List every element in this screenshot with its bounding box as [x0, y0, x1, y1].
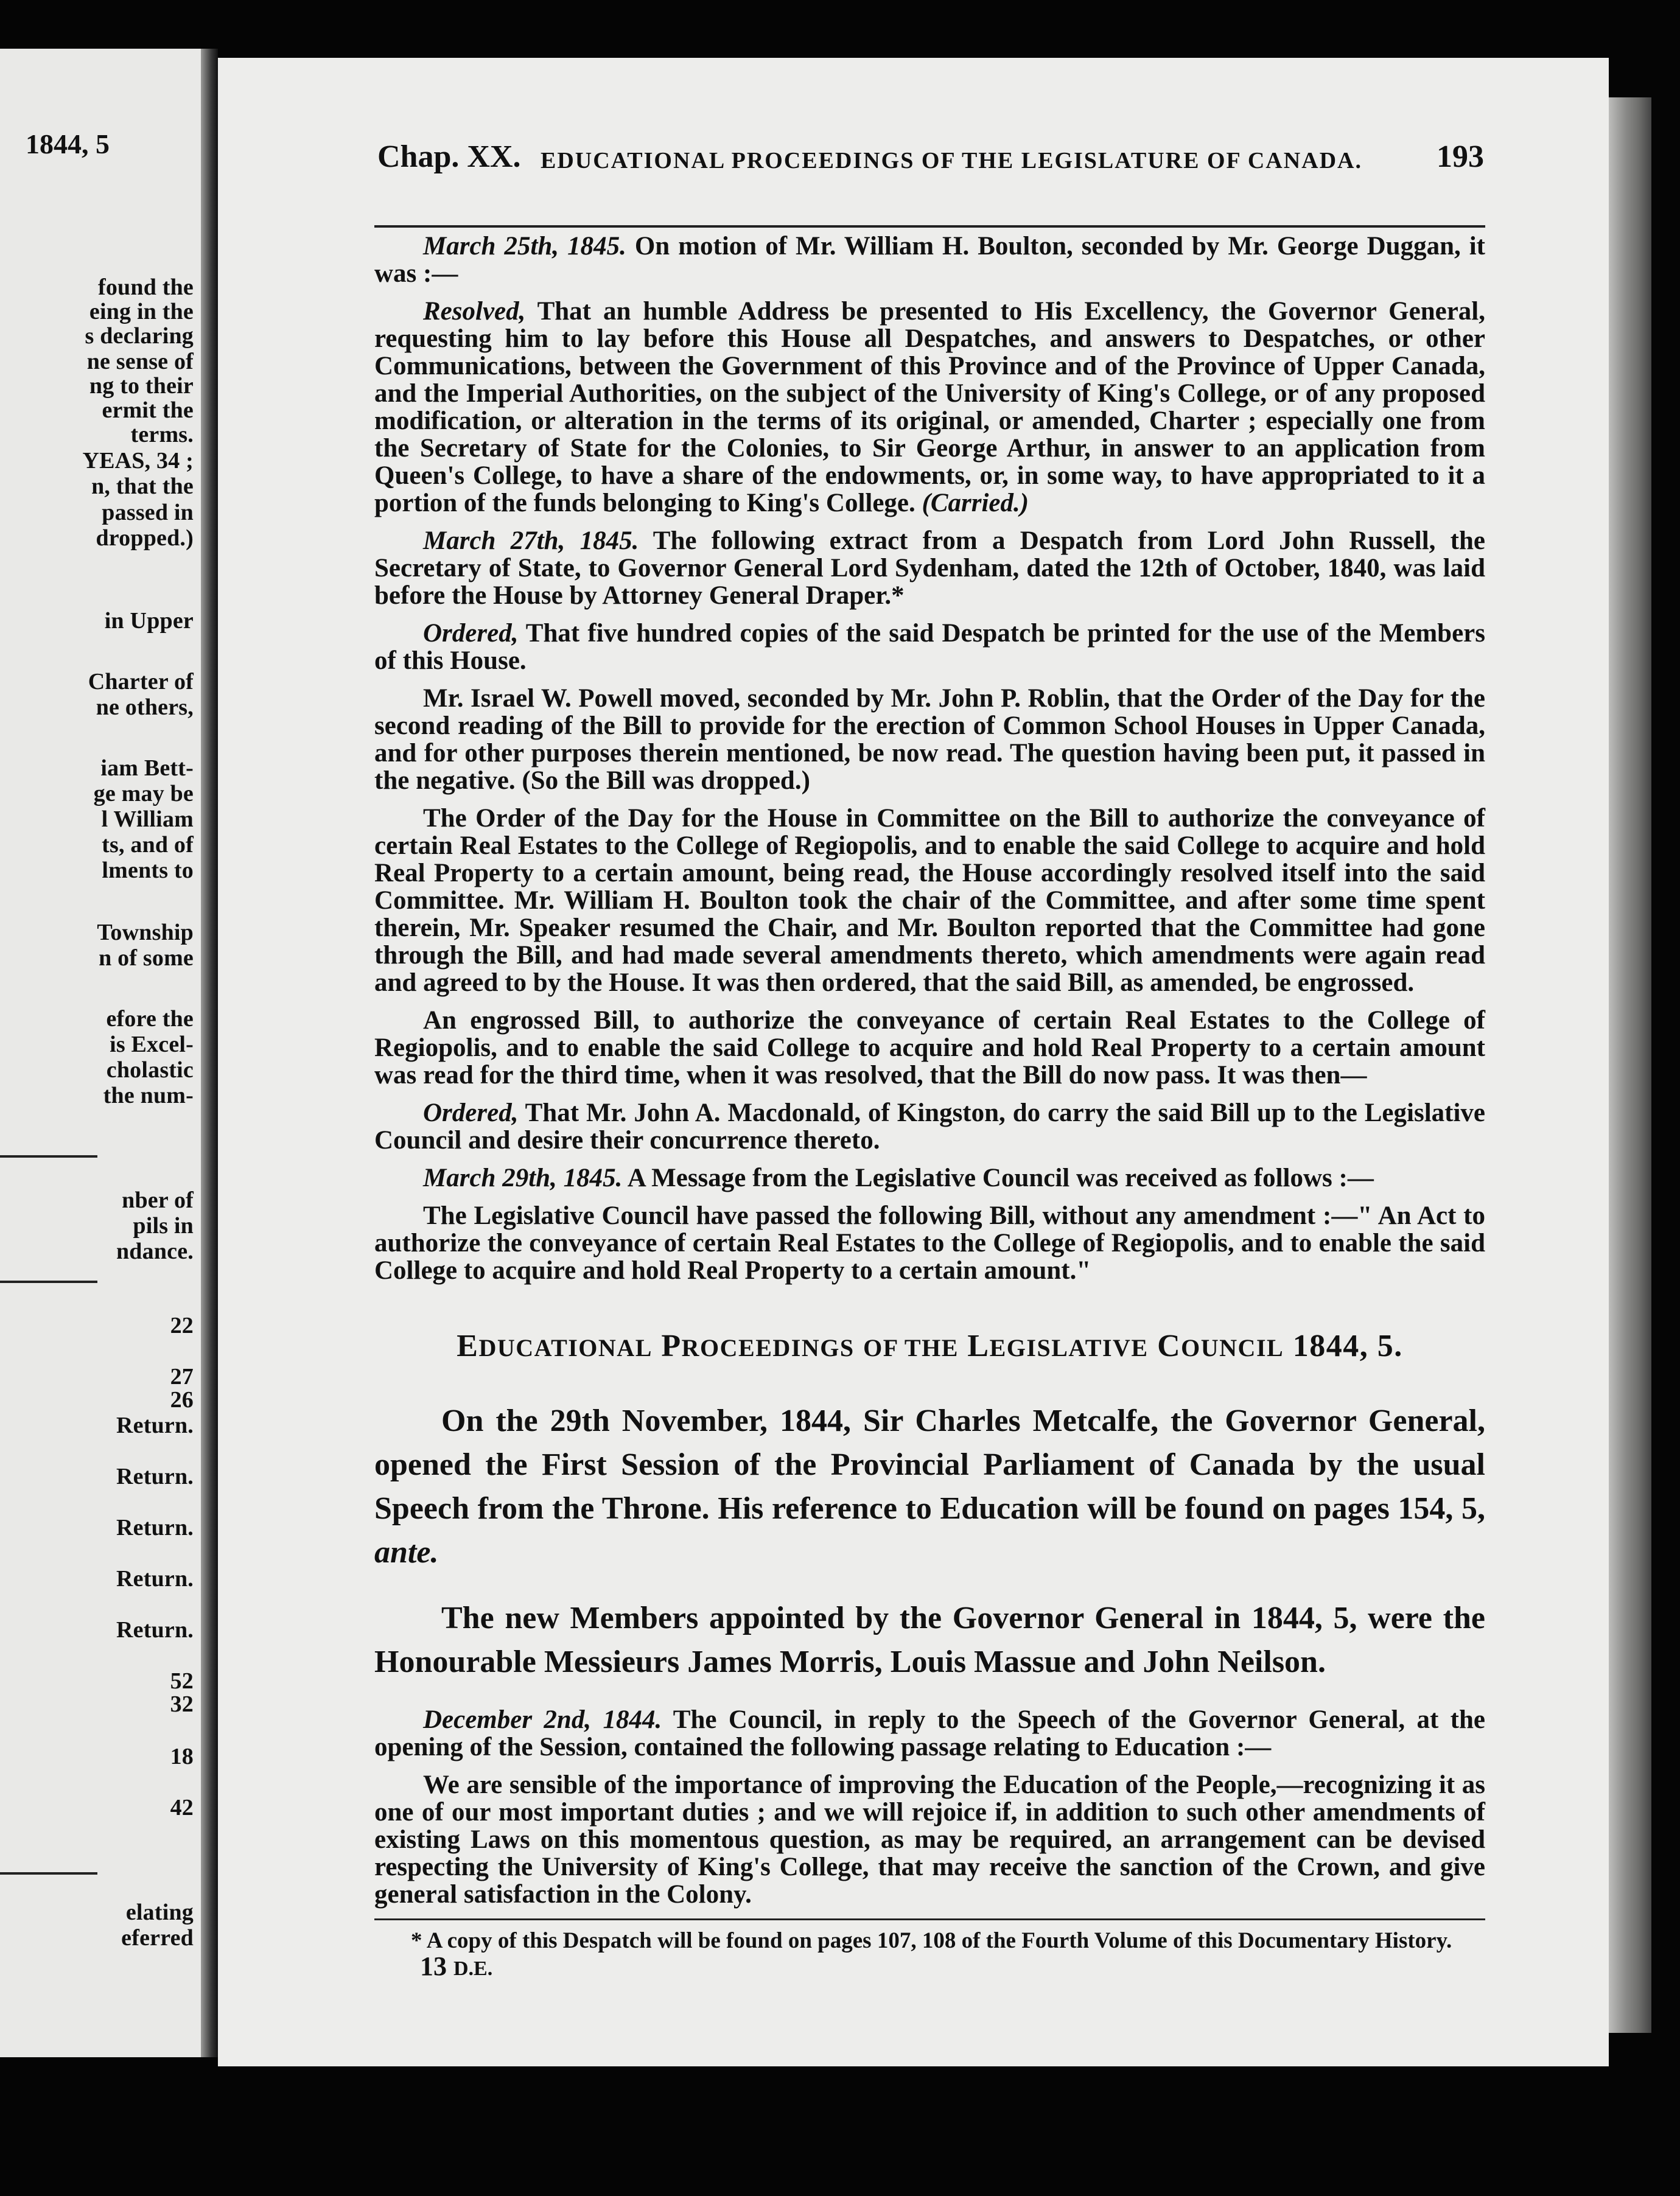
- ante-note: ante.: [374, 1535, 439, 1570]
- left-page-line: is Excel-: [110, 1032, 194, 1057]
- paragraph: [374, 298, 1485, 517]
- ordered-lead: Ordered,: [423, 1099, 519, 1127]
- large-paragraph: The new Members appointed by the Governor General in 1844, 5, were the Honourable Messieurs James Morris, Louis Massue and John Neilson.: [374, 1601, 1485, 1679]
- title-initial: L: [967, 1329, 990, 1363]
- left-page-line: the num-: [103, 1083, 194, 1108]
- paragraph-text: A Message from the Legislative Council was received as follows :—: [622, 1164, 1374, 1192]
- signature-number: 13: [420, 1951, 447, 1981]
- left-page-rule: [0, 1281, 97, 1283]
- left-page-line: dropped.): [96, 525, 194, 551]
- title-initial: E: [457, 1329, 479, 1363]
- date-lead: March 25th, 1845.: [423, 232, 626, 261]
- left-page-line: Return.: [116, 1515, 194, 1540]
- left-page-line: found the: [97, 274, 194, 300]
- left-page-line: Return.: [116, 1617, 194, 1643]
- left-page-line: passed in: [102, 500, 194, 525]
- left-page-line: Township: [97, 920, 194, 945]
- paragraph: We are sensible of the importance of improving the Education of the People,—recognizing it as one of our most important duties ; and we will rejoice if, in addition to such other amendments of existing Laws on this momentous question, as may be required, an arrangement can be devised respecting the University of King's College, that may receive the sanction of the Crown, and give general satisfaction in the Colony.: [374, 1771, 1485, 1909]
- paragraph-text: On motion of Mr. William H. Boulton, seconded by Mr. George Duggan, it was :—: [374, 232, 1485, 288]
- title-initial: P: [661, 1329, 682, 1363]
- left-page-line: elating: [125, 1900, 194, 1925]
- left-page-line: l William: [101, 806, 194, 832]
- left-page-line: 22: [170, 1313, 194, 1338]
- footnote: * A copy of this Despatch will be found on pages 107, 108 of the Fourth Volume of this Documentary History.: [411, 1928, 1452, 1953]
- left-page-line: ts, and of: [102, 832, 194, 858]
- left-page-line: nber of: [122, 1187, 194, 1213]
- paragraph-text: The Council, in reply to the Speech of the Governor General, at the opening of the Session, contained the following passage relating to Education :—: [374, 1705, 1485, 1761]
- left-page-line: ndance.: [116, 1239, 194, 1264]
- page-body: [374, 233, 1485, 1953]
- left-page-line: lments to: [102, 858, 194, 883]
- paragraph-text: That five hundred copies of the said Despatch be printed for the use of the Members of this House.: [374, 619, 1485, 675]
- paragraph-text: On the 29th November, 1844, Sir Charles Metcalfe, the Governor General, opened the First Session of the Provincial Parliament of Canada by the usual Speech from the Throne. His reference to Education will be found on pages 154, 5,: [374, 1404, 1485, 1526]
- left-page-line: in Upper: [104, 608, 194, 634]
- page-edge: [1609, 97, 1651, 2033]
- left-page-rule: [0, 1155, 97, 1158]
- signature-letters: D.E.: [453, 1957, 493, 1980]
- left-page-line: Return.: [116, 1413, 194, 1438]
- running-header: [377, 139, 1491, 181]
- ordered-lead: Ordered,: [423, 619, 519, 648]
- chapter-label: Chap. XX.: [377, 139, 521, 174]
- paragraph: [374, 1164, 1485, 1192]
- paragraph: [374, 1706, 1485, 1761]
- left-page-line: n of some: [99, 945, 194, 971]
- date-lead: March 29th, 1845.: [423, 1164, 623, 1192]
- left-page-line: 26: [170, 1387, 194, 1413]
- left-page-line: ge may be: [93, 781, 194, 806]
- left-page-line: 32: [170, 1691, 194, 1717]
- footnote-rule: [374, 1918, 1485, 1920]
- left-page-line: eferred: [121, 1925, 194, 1951]
- left-page-line: efore the: [106, 1006, 194, 1032]
- paragraph: The Legislative Council have passed the following Bill, without any amendment :—" An Act to authorize the conveyance of certain Real Estates to the College of Regiopolis, and to enable the said College to acquire and hold Real Property to a certain amount.": [374, 1201, 1485, 1285]
- paragraph: [374, 1099, 1485, 1154]
- left-page-line: 52: [170, 1668, 194, 1694]
- carried-note: (Carried.): [922, 489, 1029, 517]
- header-rule: [374, 225, 1485, 228]
- title-word: DUCATIONAL: [478, 1334, 653, 1362]
- paragraph: [374, 233, 1485, 287]
- left-page-line: terms.: [130, 422, 194, 447]
- resolved-lead: Resolved,: [423, 297, 526, 326]
- left-facing-page: [0, 49, 201, 2057]
- paragraph-text: The following extract from a Despatch from Lord John Russell, the Secretary of State, to Governor General Lord Sydenham, dated the 12th of October, 1840, was laid before the House by Attorney General Draper.*: [374, 526, 1485, 610]
- paragraph: The Order of the Day for the House in Committee on the Bill to authorize the conveyance of certain Real Estates to the College of Regiopolis, and to enable the said College to acquire and hold Real Property to a certain amount, being read, the House accordingly resolved itself into the said Committee. Mr. William H. Boulton took the chair of the Committee, and after some time spent therein, Mr. Speaker resumed the Chair, and Mr. Boulton reported that the Committee had gone through the Bill, and had made several amendments thereto, which amendments were again read and agreed to by the House. It was then ordered, that the said Bill, as amended, be engrossed.: [374, 804, 1485, 997]
- title-word: OF THE: [863, 1334, 959, 1362]
- title-initial: C: [1157, 1329, 1181, 1363]
- left-page-line: 27: [170, 1364, 194, 1390]
- title-word: OUNCIL: [1181, 1334, 1284, 1362]
- left-page-rule: [0, 1872, 97, 1875]
- left-page-header: 1844, 5: [26, 128, 110, 159]
- running-title: EDUCATIONAL PROCEEDINGS OF THE LEGISLATURE OF CANADA.: [541, 148, 1362, 173]
- left-page-line: 18: [170, 1744, 194, 1769]
- title-word: EGISLATIVE: [989, 1334, 1149, 1362]
- left-page-line: 42: [170, 1795, 194, 1820]
- left-page-line: Return.: [116, 1566, 194, 1592]
- left-page-line: s declaring: [85, 323, 194, 349]
- page-number: 193: [1437, 139, 1484, 174]
- section-title: [374, 1328, 1485, 1364]
- left-page-line: eing in the: [89, 299, 194, 324]
- paragraph: Mr. Israel W. Powell moved, seconded by Mr. John P. Roblin, that the Order of the Day for the second reading of the Bill to provide for the erection of Common School Houses in Upper Canada, and for other purposes therein mentioned, be now read. The question having been put, it passed in the negative. (So the Bill was dropped.): [374, 684, 1485, 795]
- left-page-line: YEAS, 34 ;: [82, 448, 194, 474]
- left-page-line: cholastic: [106, 1057, 194, 1083]
- left-page-line: ermit the: [102, 397, 194, 423]
- left-page-line: ng to their: [89, 373, 194, 399]
- left-page-line: Charter of: [88, 669, 194, 694]
- paragraph-text: That Mr. John A. Macdonald, of Kingston, do carry the said Bill up to the Legislative Council and desire their concurrence thereto.: [374, 1099, 1485, 1155]
- date-lead: December 2nd, 1844.: [423, 1705, 662, 1734]
- paragraph: An engrossed Bill, to authorize the conveyance of certain Real Estates to the College of Regiopolis, and to enable the said College to acquire and hold Real Property to a certain amount was read for the third time, when it was resolved, that the Bill do now pass. It was then—: [374, 1006, 1485, 1089]
- paragraph-text: That an humble Address be presented to His Excellency, the Governor General, requesting him to lay before this House all Despatches, and answers to Despatches, or other Communications, between the Government of this Province and of the Province of Upper Canada, and the Imperial Authorities, on the subject of the University of King's College, or of any proposed modification, or alteration in the terms of its original, or amended, Charter ; especially one from the Secretary of State for the Colonies, to Sir George Arthur, in answer to an application from Queen's College, to have a share of the endowments, or, in some way, to have appropriated to it a portion of the funds belonging to King's College.: [374, 297, 1485, 517]
- left-page-line: pils in: [133, 1213, 194, 1239]
- paragraph: [374, 527, 1485, 609]
- left-page-line: ne sense of: [86, 349, 194, 374]
- large-paragraph: [374, 1399, 1485, 1575]
- paragraph: [374, 620, 1485, 674]
- title-word: ROCEEDINGS: [681, 1334, 855, 1362]
- left-page-line: iam Bett-: [100, 755, 194, 781]
- title-year: 1844, 5.: [1292, 1329, 1403, 1363]
- date-lead: March 27th, 1845.: [423, 526, 639, 555]
- book-gutter: [201, 49, 218, 2057]
- left-page-line: ne others,: [96, 694, 194, 720]
- left-page-line: Return.: [116, 1464, 194, 1489]
- left-page-line: n, that the: [91, 474, 194, 499]
- signature-mark: [420, 1951, 492, 1982]
